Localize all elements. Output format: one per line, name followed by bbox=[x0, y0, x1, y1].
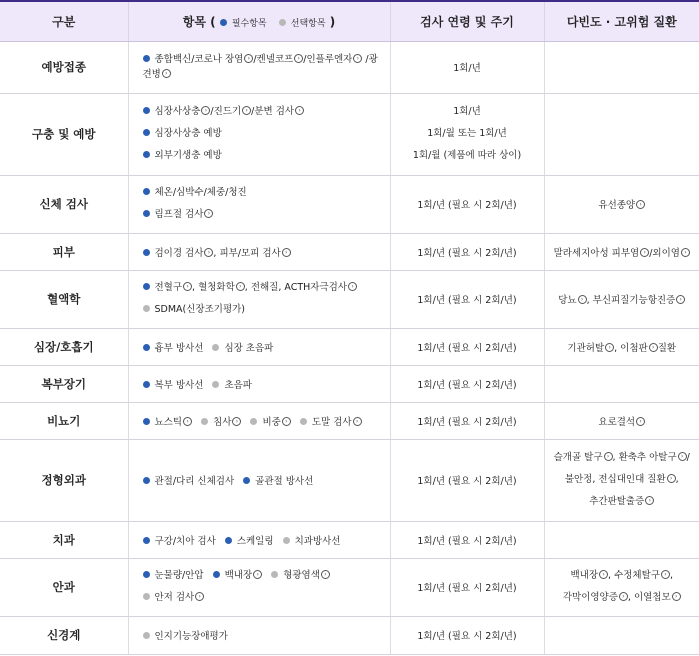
header-items: 항목 ( 필수항목 선택항목 ) bbox=[128, 1, 390, 41]
link-icon[interactable]: › bbox=[232, 417, 241, 426]
table-row bbox=[0, 521, 699, 558]
table-row bbox=[0, 233, 699, 270]
row-cycle: 1회/년 (필요 시 2회/년) bbox=[390, 521, 544, 558]
row-disease bbox=[544, 41, 699, 93]
link-icon[interactable]: › bbox=[195, 592, 204, 601]
row-items: 흉부 방사선 심장 초음파 bbox=[128, 328, 390, 365]
link-icon[interactable]: › bbox=[353, 54, 362, 63]
legend-optional: 선택항목 bbox=[279, 19, 326, 29]
link-icon[interactable]: › bbox=[661, 570, 670, 579]
row-category: 피부 bbox=[0, 233, 128, 270]
link-icon[interactable]: › bbox=[183, 417, 192, 426]
link-icon[interactable]: › bbox=[640, 248, 649, 257]
link-icon[interactable]: › bbox=[183, 282, 192, 291]
optional-dot-icon bbox=[300, 418, 307, 425]
row-cycle: 1회/년 (필요 시 2회/년) bbox=[390, 270, 544, 328]
required-dot-icon bbox=[243, 477, 250, 484]
required-dot-icon bbox=[220, 19, 227, 26]
required-dot-icon bbox=[225, 537, 232, 544]
row-cycle: 1회/년 (필요 시 2회/년) bbox=[390, 233, 544, 270]
row-items: 심장사상충 › /진드기 › /분변 검사 › 심장사상충 예방 외부기생충 예방 bbox=[128, 93, 390, 175]
optional-dot-icon bbox=[283, 537, 290, 544]
optional-dot-icon bbox=[250, 418, 257, 425]
link-icon[interactable]: › bbox=[636, 200, 645, 209]
row-cycle: 1회/년 (필요 시 2회/년) bbox=[390, 365, 544, 402]
link-icon[interactable]: › bbox=[645, 496, 654, 505]
row-disease: 기관허탈 › , 이첨판 › 질환 bbox=[544, 328, 699, 365]
row-category: 구충 및 예방 bbox=[0, 93, 128, 175]
row-category: 복부장기 bbox=[0, 365, 128, 402]
row-items: 인지기능장애평가 bbox=[128, 616, 390, 654]
required-dot-icon bbox=[143, 249, 150, 256]
row-items: 뇨스틱 › 침사 › 비중 › 도말 검사 › bbox=[128, 402, 390, 439]
row-category: 정형외과 bbox=[0, 439, 128, 521]
required-dot-icon bbox=[143, 107, 150, 114]
table-row bbox=[0, 93, 699, 175]
link-icon[interactable]: › bbox=[605, 343, 614, 352]
link-icon[interactable]: › bbox=[295, 106, 304, 115]
optional-dot-icon bbox=[212, 381, 219, 388]
optional-dot-icon bbox=[143, 305, 150, 312]
link-icon[interactable]: › bbox=[282, 248, 291, 257]
table-row bbox=[0, 402, 699, 439]
link-icon[interactable]: › bbox=[201, 106, 210, 115]
row-cycle: 1회/년 (필요 시 2회/년) bbox=[390, 439, 544, 521]
link-icon[interactable]: › bbox=[348, 282, 357, 291]
link-icon[interactable]: › bbox=[282, 417, 291, 426]
optional-dot-icon bbox=[143, 593, 150, 600]
header-category: 구분 bbox=[0, 1, 128, 41]
row-cycle: 1회/년 (필요 시 2회/년) bbox=[390, 402, 544, 439]
row-disease: 유선종양 › bbox=[544, 175, 699, 233]
link-icon[interactable]: › bbox=[236, 282, 245, 291]
row-cycle: 1회/년 1회/월 또는 1회/년 1회/월 (제품에 따라 상이) bbox=[390, 93, 544, 175]
link-icon[interactable]: › bbox=[672, 592, 681, 601]
required-dot-icon bbox=[143, 129, 150, 136]
row-category: 치과 bbox=[0, 521, 128, 558]
link-icon[interactable]: › bbox=[353, 417, 362, 426]
row-category: 신경계 bbox=[0, 616, 128, 654]
row-items: 눈물량/안압 백내장 › 형광염색 › 안저 검사 › bbox=[128, 558, 390, 616]
link-icon[interactable]: › bbox=[162, 69, 171, 78]
link-icon[interactable]: › bbox=[204, 209, 213, 218]
optional-dot-icon bbox=[212, 344, 219, 351]
link-icon[interactable]: › bbox=[676, 295, 685, 304]
row-items: 구강/치아 검사 스케일링 치과방사선 bbox=[128, 521, 390, 558]
link-icon[interactable]: › bbox=[619, 592, 628, 601]
link-icon[interactable]: › bbox=[678, 452, 687, 461]
link-icon[interactable]: › bbox=[204, 248, 213, 257]
table-row bbox=[0, 328, 699, 365]
required-dot-icon bbox=[143, 344, 150, 351]
table-row bbox=[0, 270, 699, 328]
table-row bbox=[0, 41, 699, 93]
required-dot-icon bbox=[143, 188, 150, 195]
row-disease: 요로결석 › bbox=[544, 402, 699, 439]
row-cycle: 1회/년 (필요 시 2회/년) bbox=[390, 558, 544, 616]
row-items: 관절/다리 신체검사 골관절 방사선 bbox=[128, 439, 390, 521]
optional-dot-icon bbox=[143, 632, 150, 639]
row-disease: 당뇨 › , 부신피질기능항진증 › bbox=[544, 270, 699, 328]
link-icon[interactable]: › bbox=[321, 570, 330, 579]
table-row bbox=[0, 558, 699, 616]
header-cycle: 검사 연령 및 주기 bbox=[390, 1, 544, 41]
header-disease: 다빈도 · 고위험 질환 bbox=[544, 1, 699, 41]
required-dot-icon bbox=[143, 151, 150, 158]
required-dot-icon bbox=[143, 418, 150, 425]
row-disease bbox=[544, 616, 699, 654]
row-items: 체온/심박수/체중/청진 림프절 검사 › bbox=[128, 175, 390, 233]
link-icon[interactable]: › bbox=[244, 54, 253, 63]
row-category: 신체 검사 bbox=[0, 175, 128, 233]
row-disease bbox=[544, 365, 699, 402]
required-dot-icon bbox=[143, 283, 150, 290]
row-items: 전혈구 › , 혈청화학 › , 전해질, ACTH자극검사 › SDMA(신장조기평가) bbox=[128, 270, 390, 328]
link-icon[interactable]: › bbox=[681, 248, 690, 257]
row-disease bbox=[544, 521, 699, 558]
required-dot-icon bbox=[143, 537, 150, 544]
table-row bbox=[0, 175, 699, 233]
row-disease bbox=[544, 93, 699, 175]
row-category: 비뇨기 bbox=[0, 402, 128, 439]
row-cycle: 1회/년 (필요 시 2회/년) bbox=[390, 616, 544, 654]
table-header-row bbox=[0, 1, 699, 41]
link-icon[interactable]: › bbox=[242, 106, 251, 115]
optional-dot-icon bbox=[279, 19, 286, 26]
link-icon[interactable]: › bbox=[578, 295, 587, 304]
required-dot-icon bbox=[143, 210, 150, 217]
required-dot-icon bbox=[143, 571, 150, 578]
row-category: 안과 bbox=[0, 558, 128, 616]
row-disease: 슬개골 탈구 › , 환축추 아탈구 › / 불안정, 전십대인대 질환 › , 추간판탈출증 › bbox=[544, 439, 699, 521]
required-dot-icon bbox=[143, 381, 150, 388]
table-row bbox=[0, 616, 699, 654]
row-items: 검이경 검사 › , 피부/모피 검사 › bbox=[128, 233, 390, 270]
required-dot-icon bbox=[143, 477, 150, 484]
table-row bbox=[0, 365, 699, 402]
required-dot-icon bbox=[213, 571, 220, 578]
row-category: 예방접종 bbox=[0, 41, 128, 93]
row-disease: 백내장 › , 수정체탈구 › , 각막이영양증 › , 이열첩모 › bbox=[544, 558, 699, 616]
row-disease: 말라세지아성 피부염 › /외이염 › bbox=[544, 233, 699, 270]
row-cycle: 1회/년 (필요 시 2회/년) bbox=[390, 175, 544, 233]
link-icon[interactable]: › bbox=[636, 417, 645, 426]
row-cycle: 1회/년 bbox=[390, 41, 544, 93]
table-row bbox=[0, 439, 699, 521]
link-icon[interactable]: › bbox=[294, 54, 303, 63]
link-icon[interactable]: › bbox=[667, 474, 676, 483]
row-category: 혈액학 bbox=[0, 270, 128, 328]
row-category: 심장/호흡기 bbox=[0, 328, 128, 365]
link-icon[interactable]: › bbox=[604, 452, 613, 461]
header-items-title: 항목 ( bbox=[182, 14, 216, 29]
row-items: 복부 방사선 초음파 bbox=[128, 365, 390, 402]
optional-dot-icon bbox=[271, 571, 278, 578]
optional-dot-icon bbox=[201, 418, 208, 425]
link-icon[interactable]: › bbox=[599, 570, 608, 579]
row-cycle: 1회/년 (필요 시 2회/년) bbox=[390, 328, 544, 365]
link-icon[interactable]: › bbox=[253, 570, 262, 579]
link-icon[interactable]: › bbox=[649, 343, 658, 352]
required-dot-icon bbox=[143, 55, 150, 62]
row-items: 종합백신/코로나 장염 › /켄넬코프 › /인플루엔자 › /광견병 › bbox=[128, 41, 390, 93]
legend-required: 필수항목 bbox=[220, 19, 267, 29]
